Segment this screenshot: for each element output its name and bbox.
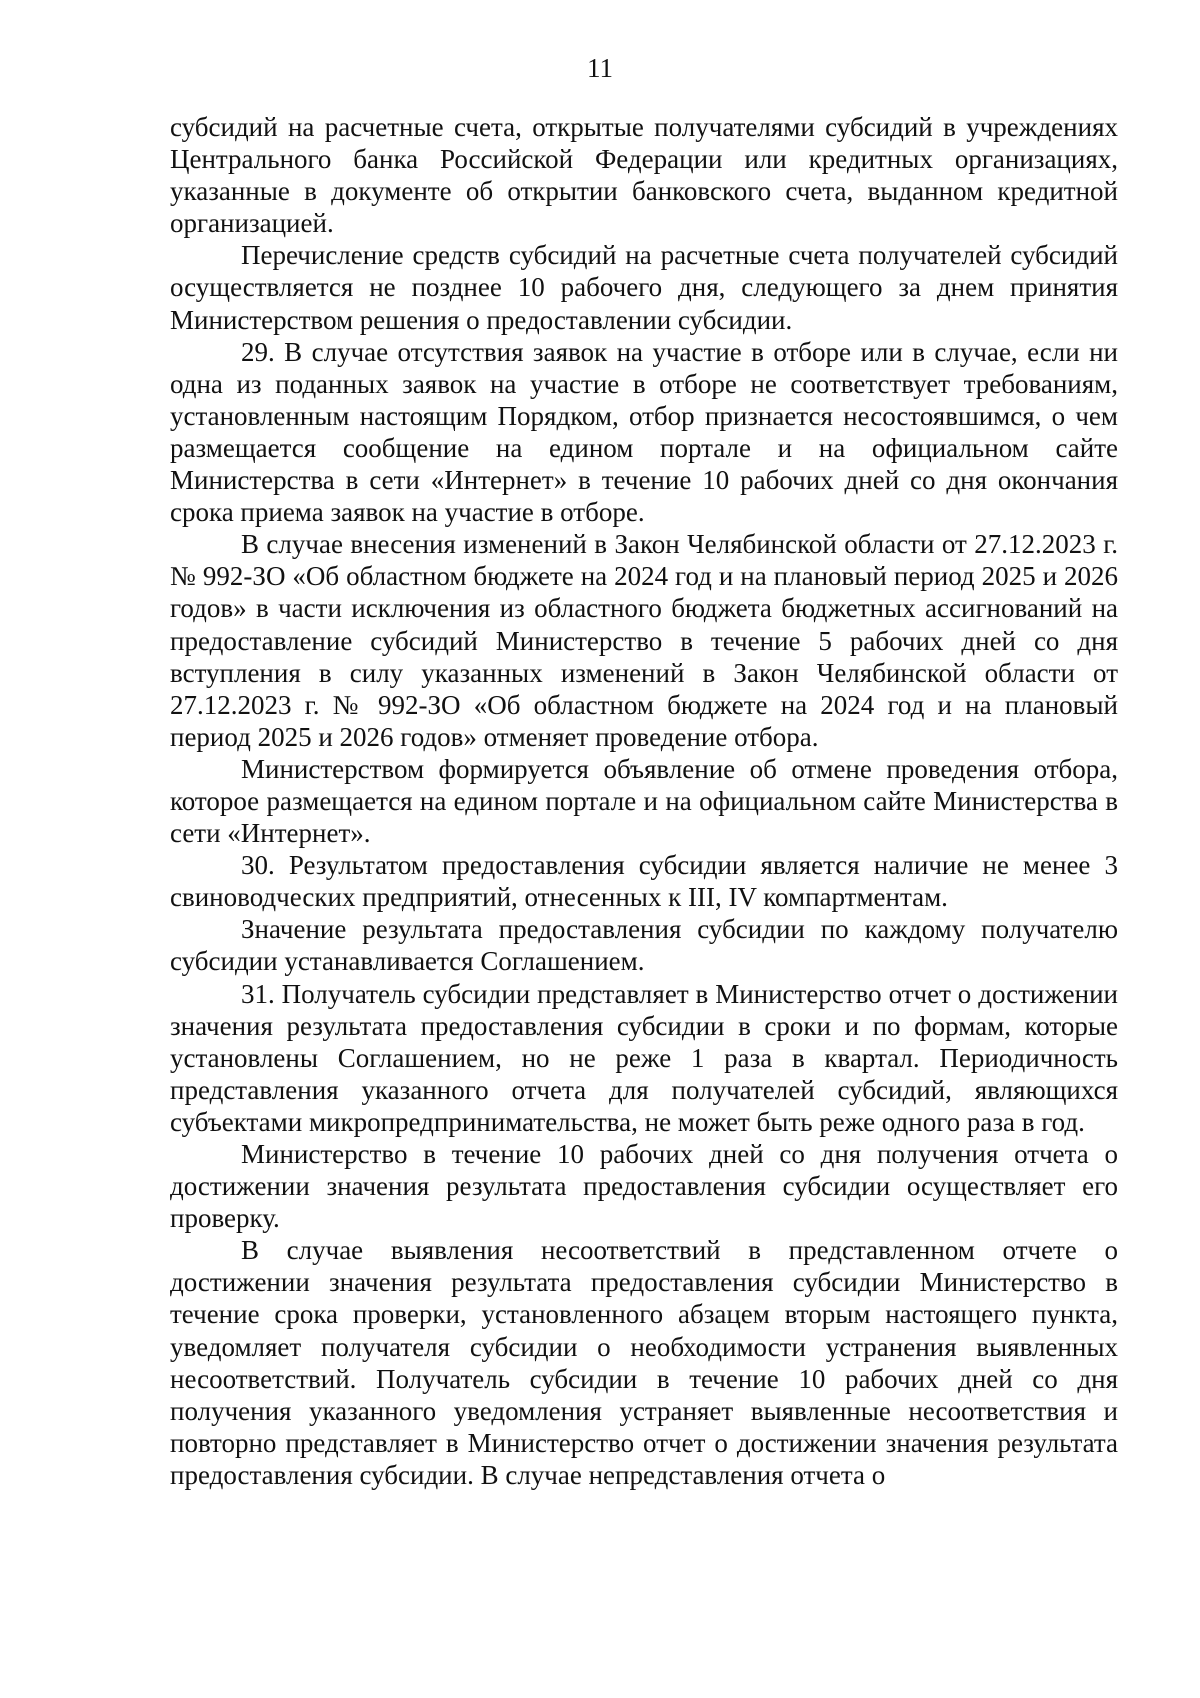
paragraph-item-29: 29. В случае отсутствия заявок на участие в отборе или в случае, если ни одна из поданных заявок на участие в отборе не соответствует требованиям, установленным настоящим Порядком, отбор признается несостоявшимся, о чем размещается сообщение на едином портале и на официальном сайте Министерства в сети «Интернет» в течение 10 рабочих дней со дня окончания срока приема заявок на участие в отборе. xyxy=(170,336,1118,528)
paragraph-item-30: 30. Результатом предоставления субсидии является наличие не менее 3 свиноводческих предприятий, отнесенных к III, IV компартментам. xyxy=(170,850,1118,913)
paragraph: Значение результата предоставления субсидии по каждому получателю субсидии устанавливается Соглашением. xyxy=(170,914,1118,977)
paragraph-continuation: субсидий на расчетные счета, открытые получателями субсидий в учреждениях Центрального банка Российской Федерации или кредитных организациях, указанные в документе об открытии банковского счета, выданном кредитной организацией. xyxy=(170,112,1118,239)
paragraph: Министерством формируется объявление об отмене проведения отбора, которое размещается на едином портале и на официальном сайте Министерства в сети «Интернет». xyxy=(170,753,1118,849)
paragraph: В случае выявления несоответствий в представленном отчете о достижении значения результата предоставления субсидии Министерство в течение срока проверки, установленного абзацем вторым настоящего пункта, уведомляет получателя субсидии о необходимости устранения выявленных несоответствий. Получатель субсидии в течение 10 рабочих дней со дня получения указанного уведомления устраняет выявленные несоответствия и повторно представляет в Министерство отчет о достижении значения результата предоставления субсидии. В случае непредставления отчета о xyxy=(170,1235,1118,1490)
paragraph: Министерство в течение 10 рабочих дней со дня получения отчета о достижении значения результата предоставления субсидии осуществляет его проверку. xyxy=(170,1139,1118,1234)
paragraph-item-31: 31. Получатель субсидии представляет в Министерство отчет о достижении значения результата предоставления субсидии в сроки и по формам, которые установлены Соглашением, но не реже 1 раза в квартал. Периодичность представления указанного отчета для получателей субсидий, являющихся субъектами микропредпринимательства, не может быть реже одного раза в год. xyxy=(170,978,1118,1137)
paragraph: В случае внесения изменений в Закон Челябинской области от 27.12.2023 г. № 992-ЗО «Об областном бюджете на 2024 год и на плановый период 2025 и 2026 годов» в части исключения из областного бюджета бюджетных ассигнований на предоставление субсидий Министерство в течение 5 рабочих дней со дня вступления в силу указанных изменений в Закон Челябинской области от 27.12.2023 г. № 992-ЗО «Об областном бюджете на 2024 год и на плановый период 2025 и 2026 годов» отменяет проведение отбора. xyxy=(170,529,1118,752)
paragraph: Перечисление средств субсидий на расчетные счета получателей субсидий осуществляется не позднее 10 рабочего дня, следующего за днем принятия Министерством решения о предоставлении субсидии. xyxy=(170,240,1118,335)
page-number: 11 xyxy=(587,53,613,83)
document-body xyxy=(170,111,1118,1491)
